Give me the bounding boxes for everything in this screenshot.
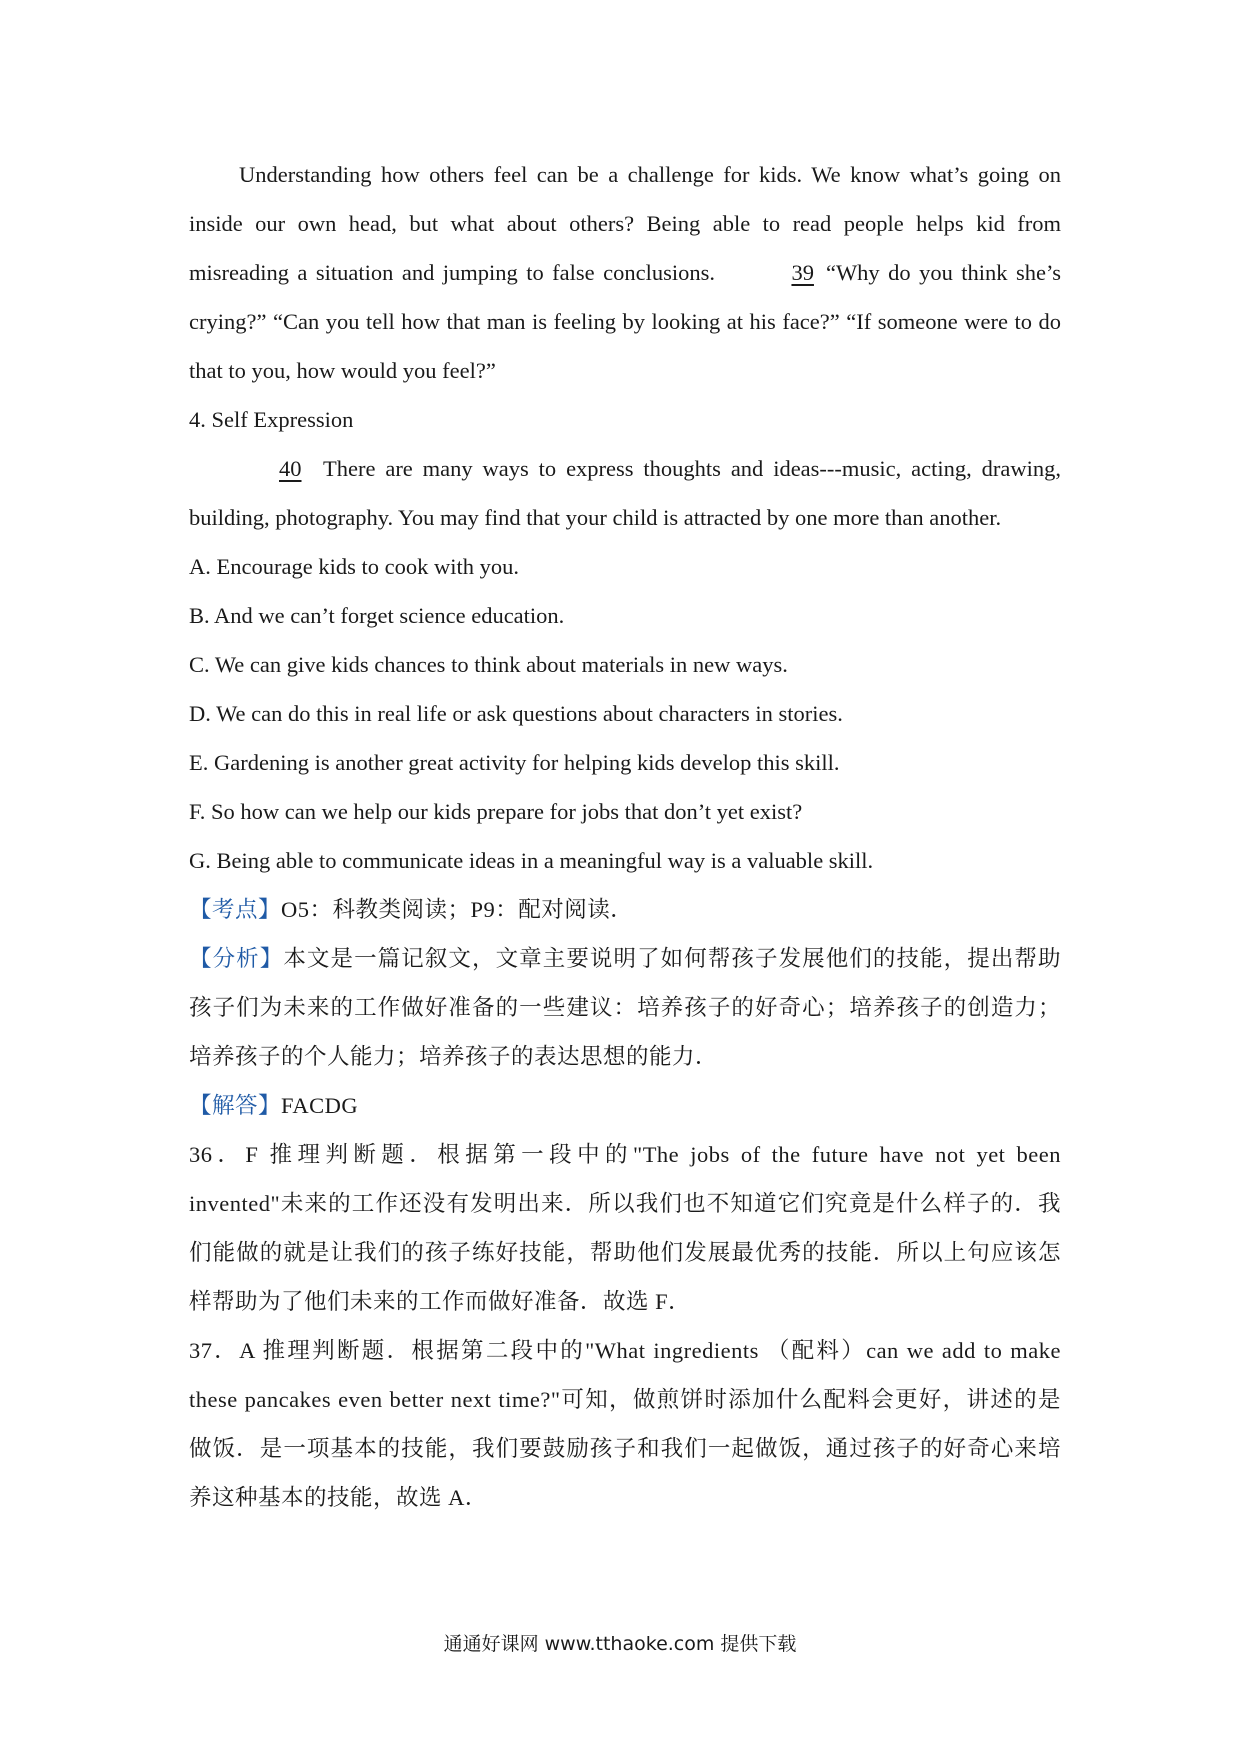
jieda-tag: 【解答】 [189,1093,282,1118]
fenxi-paragraph [189,934,1061,1081]
jieda-line [189,1081,1061,1130]
blank-39: 39 [791,260,814,285]
explanation-36: 36．F 推理判断题．根据第一段中的"The jobs of the future have not yet been invented"未来的工作还没有发明出来．所以我们也不知道它们究竟是什么样子的．我们能做的就是让我们的孩子练好技能，帮助他们发展最优秀的技能．所以上句应该怎样帮助为了他们未来的工作而做好准备．故选 F． [189,1142,1061,1314]
option-e: E. Gardening is another great activity for helping kids develop this skill. [189,750,840,775]
kaodian-tag: 【考点】 [189,897,282,922]
section-heading-self-expression: 4. Self Expression [189,407,354,432]
kaodian-text: O5：科教类阅读；P9：配对阅读． [281,897,634,922]
paragraph-question-40 [189,444,1061,542]
paragraph-39-text-b: “Why do you think she’s crying?” “Can you tell how that man is feeling by looking at his face?” “If someone were to do that to you, how would you feel?” [189,260,1062,383]
kaodian-line [189,885,1061,934]
option-a: A. Encourage kids to cook with you. [189,554,519,579]
option-g: G. Being able to communicate ideas in a meaningful way is a valuable skill. [189,848,874,873]
option-b: B. And we can’t forget science education. [189,603,565,628]
jieda-text: FACDG [281,1093,359,1118]
paragraph-question-39 [189,150,1061,395]
fenxi-text: 本文是一篇记叙文，文章主要说明了如何帮孩子发展他们的技能，提出帮助孩子们为未来的工作做好准备的一些建议：培养孩子的好奇心；培养孩子的创造力；培养孩子的个人能力；培养孩子的表达思想的能力． [189,946,1061,1069]
page-footer: 通通好课网 www.tthaoke.com 提供下载 [443,1633,797,1655]
option-c: C. We can give kids chances to think about materials in new ways. [189,652,788,677]
paragraph-39-text-a: Understanding how others feel can be a challenge for kids. We know what’s going on inside our own head, but what about others? Being able to read people helps kid from misreading a situation and jumping to false conclusions. [189,162,1061,285]
explanation-37: 37．A 推理判断题．根据第二段中的"What ingredients （配料）can we add to make these pancakes even better next time?"可知，做煎饼时添加什么配料会更好，讲述的是做饭．是一项基本的技能，我们要鼓励孩子和我们一起做饭，通过孩子的好奇心来培养这种基本的技能，故选 A． [189,1338,1061,1510]
fenxi-tag: 【分析】 [189,946,284,971]
option-f: F. So how can we help our kids prepare for jobs that don’t yet exist? [189,799,803,824]
paragraph-40-text: There are many ways to express thoughts and ideas---music, acting, drawing, building, photography. You may find that your child is attracted by one more than another. [189,456,1061,530]
blank-40: 40 [279,456,302,481]
document-body [189,150,1061,1522]
option-d: D. We can do this in real life or ask questions about characters in stories. [189,701,843,726]
